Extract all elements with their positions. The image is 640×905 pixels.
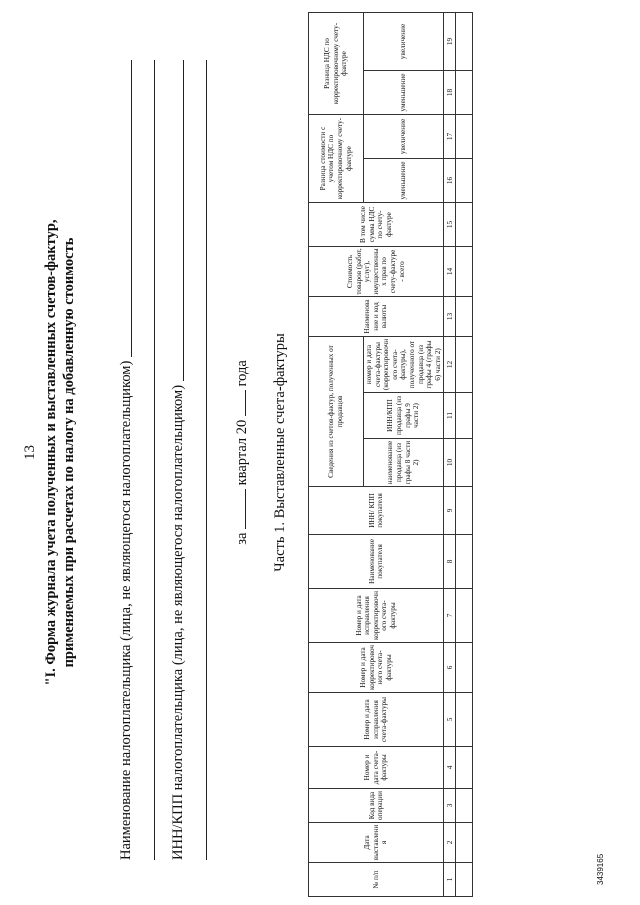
title-line-1: "I. Форма журнала учета полученных и выставленных счетов-фактур, bbox=[43, 219, 59, 686]
column-number: 16 bbox=[444, 159, 456, 203]
column-number: 11 bbox=[444, 393, 456, 439]
column-number: 1 bbox=[444, 863, 456, 897]
table-cell[interactable] bbox=[456, 70, 473, 114]
col-header-15: В том числе сумма НДС по счету-фактуре bbox=[309, 203, 444, 247]
column-number: 8 bbox=[444, 535, 456, 589]
table-cell[interactable] bbox=[456, 114, 473, 158]
taxpayer-name-line-2 bbox=[154, 60, 155, 860]
column-number: 19 bbox=[444, 12, 456, 70]
col-header-4: Номер и дата счета-фактуры bbox=[309, 747, 444, 789]
column-number: 18 bbox=[444, 70, 456, 114]
column-number: 13 bbox=[444, 297, 456, 337]
table-cell[interactable] bbox=[456, 823, 473, 863]
table-cell[interactable] bbox=[456, 487, 473, 535]
table-cell[interactable] bbox=[456, 439, 473, 487]
document-title bbox=[42, 0, 78, 905]
column-number: 6 bbox=[444, 643, 456, 693]
taxpayer-inn-label: ИНН/КПП налогоплательщика (лица, не являющегося налогоплательщиком) bbox=[170, 384, 186, 860]
taxpayer-name-label: Наименование налогоплательщика (лица, не являющегося налогоплательщиком) bbox=[118, 360, 134, 860]
col-header-5: Номер и дата исправления счета-фактуры bbox=[309, 693, 444, 747]
header-row-1 bbox=[309, 12, 364, 896]
table-cell[interactable] bbox=[456, 589, 473, 643]
title-line-2: применяемых при расчетах по налогу на добавленную стоимость bbox=[61, 237, 77, 668]
col-header-6: Номер и дата корректировочного счета-фактуры bbox=[309, 643, 444, 693]
col-header-7: Номер и дата исправления корректировочного счета-фактуры bbox=[309, 589, 444, 643]
group-header-cost-diff: Разница стоимости с учетом НДС по корректировочному счету-фактуре bbox=[309, 114, 364, 202]
col-header-18: уменьшение bbox=[364, 70, 444, 114]
table-cell[interactable] bbox=[456, 247, 473, 297]
period-middle: квартал 20 bbox=[234, 419, 250, 486]
col-header-19: увеличение bbox=[364, 12, 444, 70]
taxpayer-inn-field bbox=[170, 60, 187, 860]
empty-data-row bbox=[456, 12, 473, 896]
col-header-10: наименование продавца (из графы 8 части 2) bbox=[364, 439, 444, 487]
table-cell[interactable] bbox=[456, 203, 473, 247]
col-header-13: Наименование и код валюты bbox=[309, 297, 444, 337]
column-number: 14 bbox=[444, 247, 456, 297]
table-cell[interactable] bbox=[456, 393, 473, 439]
col-header-17: увеличение bbox=[364, 114, 444, 158]
column-number: 7 bbox=[444, 589, 456, 643]
table-cell[interactable] bbox=[456, 337, 473, 393]
table-cell[interactable] bbox=[456, 159, 473, 203]
column-number: 15 bbox=[444, 203, 456, 247]
table-cell[interactable] bbox=[456, 747, 473, 789]
col-header-1: № п/п bbox=[309, 863, 444, 897]
col-header-2: Дата выставления bbox=[309, 823, 444, 863]
table-cell[interactable] bbox=[456, 297, 473, 337]
column-number: 2 bbox=[444, 823, 456, 863]
group-header-seller-info: Сведения из счетов-фактур, полученных от продавцов bbox=[309, 337, 364, 487]
col-header-11: ИНН/КПП продавца (из графы 9 части 2) bbox=[364, 393, 444, 439]
period-suffix: года bbox=[234, 360, 250, 387]
column-number-row bbox=[444, 12, 456, 896]
taxpayer-name-field bbox=[118, 60, 135, 860]
table-cell[interactable] bbox=[456, 643, 473, 693]
group-header-vat-diff: Разница НДС по корректировочному счету-фактуре bbox=[309, 12, 364, 114]
col-header-3: Код вида операции bbox=[309, 789, 444, 823]
column-number: 10 bbox=[444, 439, 456, 487]
table-cell[interactable] bbox=[456, 535, 473, 589]
document-id: 3439165 bbox=[596, 853, 605, 885]
col-header-12: номер и дата счета-фактуры (корректировочного счета-фактуры), полученного от продавца (из графы 4 (графы 6) части 2) bbox=[364, 337, 444, 393]
table-cell[interactable] bbox=[456, 12, 473, 70]
column-number: 9 bbox=[444, 487, 456, 535]
column-number: 4 bbox=[444, 747, 456, 789]
taxpayer-inn-line-2 bbox=[206, 60, 207, 860]
period-prefix: за bbox=[234, 532, 250, 545]
col-header-14: Стоимость товаров (работ, услуг), имущественных прав по счету-фактуре - всего bbox=[309, 247, 444, 297]
taxpayer-inn-blank bbox=[183, 60, 184, 381]
table-cell[interactable] bbox=[456, 789, 473, 823]
column-number: 5 bbox=[444, 693, 456, 747]
part-title: Часть 1. Выставленные счета-фактуры bbox=[272, 333, 288, 572]
reporting-period bbox=[232, 0, 251, 905]
table-cell[interactable] bbox=[456, 693, 473, 747]
year-blank bbox=[232, 390, 246, 416]
column-number: 17 bbox=[444, 114, 456, 158]
col-header-9: ИНН/ КПП покупателя bbox=[309, 487, 444, 535]
column-number: 12 bbox=[444, 337, 456, 393]
invoice-journal-table bbox=[308, 12, 473, 897]
column-number: 3 bbox=[444, 789, 456, 823]
taxpayer-name-blank bbox=[131, 60, 132, 357]
table-cell[interactable] bbox=[456, 863, 473, 897]
col-header-8: Наименование покупателя bbox=[309, 535, 444, 589]
page-number: 13 bbox=[22, 445, 38, 460]
col-header-16: уменьшение bbox=[364, 159, 444, 203]
quarter-blank bbox=[232, 489, 246, 529]
